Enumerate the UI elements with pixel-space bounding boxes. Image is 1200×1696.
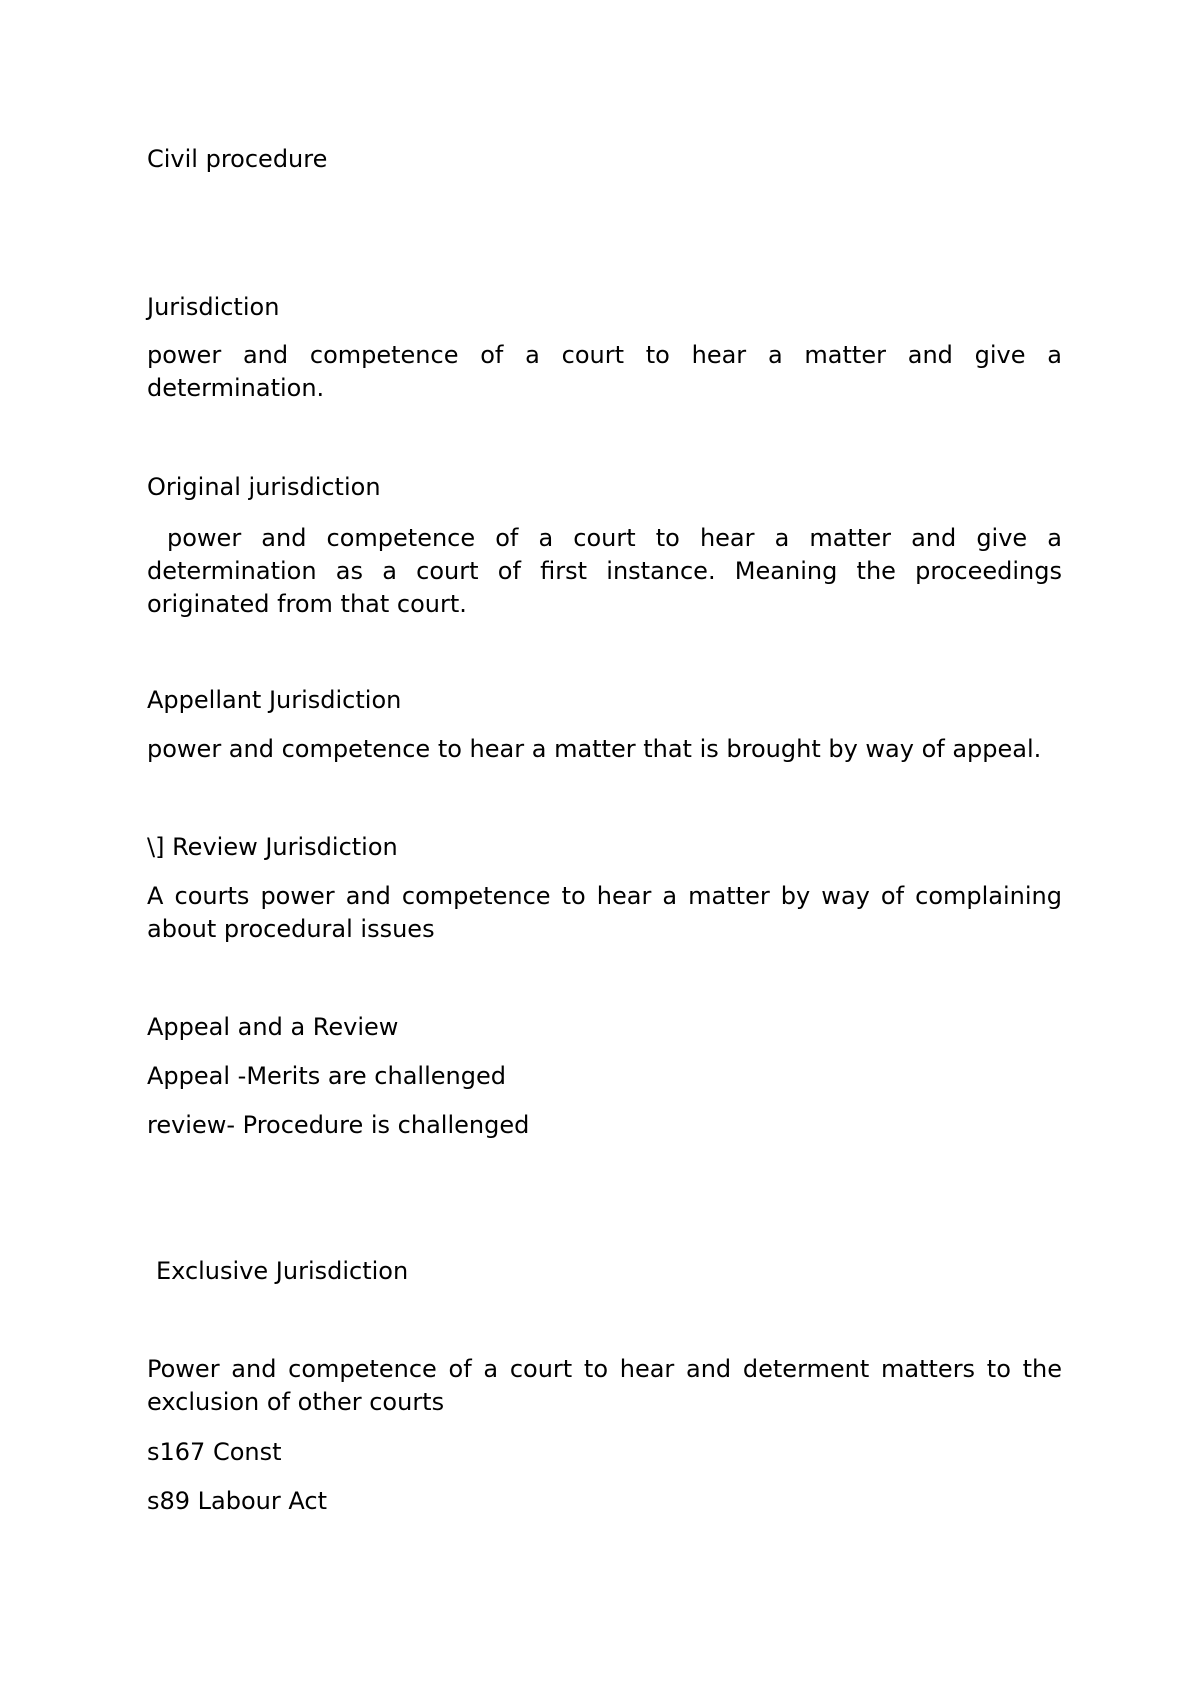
document-title: Civil procedure	[147, 145, 328, 173]
section-heading-review-jurisdiction: \] Review Jurisdiction	[147, 833, 398, 861]
review-line: review- Procedure is challenged	[147, 1111, 530, 1139]
section-heading-original-jurisdiction: Original jurisdiction	[147, 473, 381, 501]
reference-s89: s89 Labour Act	[147, 1487, 327, 1515]
section-body-exclusive-jurisdiction: Power and competence of a court to hear and determent matters to the exclusion of other courts	[147, 1355, 1062, 1416]
reference-s167: s167 Const	[147, 1438, 282, 1466]
section-body-appellant-jurisdiction: power and competence to hear a matter that is brought by way of appeal.	[147, 735, 1042, 763]
section-heading-appellant-jurisdiction: Appellant Jurisdiction	[147, 686, 402, 714]
section-heading-jurisdiction: Jurisdiction	[147, 293, 280, 321]
section-body-original-jurisdiction: power and competence of a court to hear a matter and give a determination as a court of first instance. Meaning the proceedings originated from that court.	[147, 524, 1062, 618]
section-heading-exclusive-jurisdiction: Exclusive Jurisdiction	[156, 1257, 409, 1285]
section-heading-appeal-and-review: Appeal and a Review	[147, 1013, 399, 1041]
appeal-line: Appeal -Merits are challenged	[147, 1062, 506, 1090]
section-body-review-jurisdiction: A courts power and competence to hear a matter by way of complaining about procedural issues	[147, 882, 1062, 943]
section-body-jurisdiction: power and competence of a court to hear a matter and give a determination.	[147, 341, 1062, 402]
